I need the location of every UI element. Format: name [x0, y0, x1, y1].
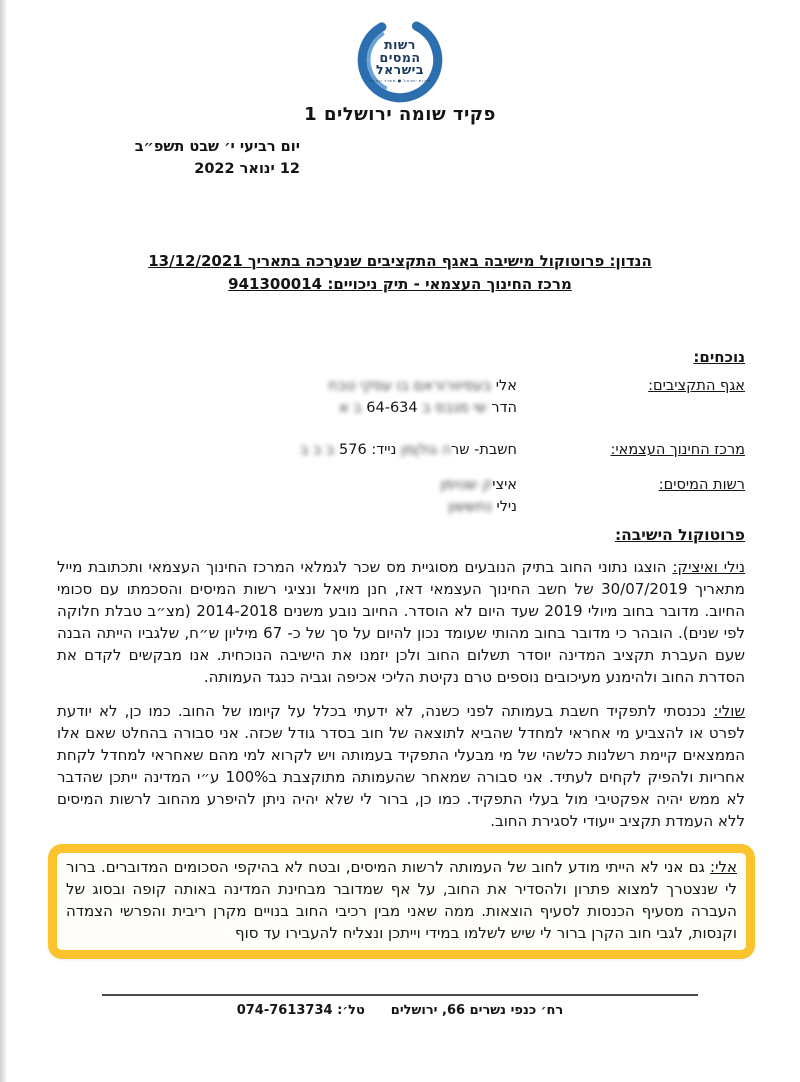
- paragraph-text: גם אני לא הייתי מודע לחוב של העמותה לרשות המיסים, ובטח לא בהיקפי הסכומים המדוברים. ברור לי שנצטרך למצוא פתרון ולהסדיר את החוב, על אף שמדובר מבחינת המדינה באותה קופה ובסוג של העברה מסעיף הכנסות לסעיף הוצאות. ממה שאני מבין רכיבי החוב בנויים מקרן ריבית והפרשי הצמדה וקנסות, לגבי חוב הקרן ברור לי שיש לשלמו במידי וייתכן ונצליח להעבירו עד סוף: [66, 858, 737, 942]
- attendee-value: אלי בעסיוורוראם בו עסקי טבח הדר שי מנבס ב 64-634 ב א: [328, 378, 517, 416]
- redacted-name: נחששון: [448, 499, 492, 515]
- yellow-highlight-box: [48, 844, 755, 959]
- attendee-row-independent-education-center: [60, 440, 745, 462]
- footer-phone: טל׳: 074-7613734: [236, 1003, 365, 1018]
- attendee-label: מרכז החינוך העצמאי:: [610, 441, 745, 458]
- subject-block: [0, 250, 800, 297]
- footer-address: רח׳ כנפי נשרים 66, ירושלים: [390, 1003, 564, 1018]
- speaker-name: אלי:: [710, 858, 737, 876]
- subject-line1: הנדון: פרוטוקול מישיבה באגף התקציבים שנערכה בתאריך 13/12/2021: [148, 252, 652, 270]
- protocol-section: [57, 524, 745, 959]
- redacted-name: שי מנבס ב: [417, 399, 487, 416]
- date-block: [58, 137, 300, 181]
- attendee-value: חשבת- שרה גולןמן נייד: 576 ב ב ב: [300, 441, 517, 458]
- footer-divider: [102, 994, 698, 996]
- redacted-name: ה גולןמן: [396, 441, 452, 458]
- speaker-name: נילי ואיציק:: [672, 558, 745, 576]
- redacted-name: ב א: [338, 399, 367, 416]
- attendees-heading: נוכחים:: [693, 348, 745, 366]
- paragraph-nili-itzik: [57, 556, 745, 688]
- attendee-row-budget-division: [60, 376, 745, 420]
- subject-line2: מרכז החינוך העצמאי - תיק ניכויים: 941300014: [228, 275, 572, 294]
- paragraph-text: נכנסתי לתפקיד חשבת בעמותה לפני כשנה, לא ידעתי בכלל על קיומו של החוב. כמו כן, לא יודעת לפרט או להצביע מי אחראי למחדל שהביא לתוצאה של חוב בסדר גודל שכזה. אני סבורה בהחלט שאם אלו הממצאים קיימת רשלנות כלשהי של מי מבעלי התפקיד בעמותה ויש לקרוא למי מהם שאחראי למחדל לקחת אחריות ולהפיק לקחים לעתיד. אני סבורה שמאחר שהעמותה מתוקצבת ב100% ע״י המדינה ייתכן שהדבר לא ממש יהיה אפקטיבי מול בעלי התפקיד. כמו כן, ברור לי שלא יהיה ניתן להיפרע מהחוב לרשות המיסים ללא העמדת תקציב ייעודי לסגירת החוב.: [57, 702, 745, 830]
- hebrew-date: יום רביעי י׳ שבט תשפ״ב: [134, 139, 300, 155]
- logo-text-line2: המסים: [379, 49, 421, 65]
- logo-text-line3: בישראל: [376, 62, 424, 78]
- redacted-name: ק שנוימן: [440, 477, 493, 494]
- redacted-name: ב ב ב: [300, 441, 340, 458]
- gregorian-date: 12 ינואר 2022: [194, 160, 300, 177]
- speaker-name: שולי:: [713, 702, 745, 720]
- tax-authority-logo: [354, 14, 446, 106]
- attendee-label: רשות המיסים:: [658, 477, 745, 494]
- paragraph-text: הוצגו נתוני החוב בתיק הנובעים מסוגיית מס שכר לגמלאי המרכז החינוך העצמאי ותכתובת מייל מתאריך 30/07/2019 של חשב החינוך העצמאי דאז, חנן מויאל ונציגי רשות המיסים והסכמתו עם סכומי החיוב. מדובר בחוב מיולי 2019 שעד היום לא הוסדר. החיוב נובע משנים 2014-2018 (מצ״ב טבלת חלוקה לפי שנים). הובהר כי מדובר בחוב מהותי שעומד נכון להיום על סך של כ- 67 מיליון ש״ח, שלגביו הייתה הבנה שעם העברת תקציב המדינה יוסדר תשלום החוב ולכן יזמנו את הישיבה הנוכחית. אנו מבקשים לקדם את הסדרת החוב ולהימנע מעיכובים נוספים טרם נקיטת הליכי אכיפה וגביה כנגד העמותה.: [57, 558, 745, 686]
- attendee-value: איציק שנוימן נילי נחששון: [440, 477, 517, 515]
- attendees-section: [60, 348, 745, 533]
- attendee-row-tax-authority: [60, 475, 745, 519]
- attendee-label: אגף התקציבים:: [648, 378, 745, 394]
- logo-tiny-text: מדינת ישראל ● משרד האוצר: [368, 78, 432, 84]
- protocol-heading: פרוטוקול הישיבה:: [614, 526, 745, 544]
- page-footer: [0, 994, 800, 1018]
- paragraph-eli: [66, 856, 737, 944]
- scan-edge-shadow: [0, 0, 7, 1082]
- paragraph-shuli: [57, 700, 745, 832]
- logo-text-line1: רשות: [384, 36, 416, 52]
- page-title: פקיד שומה ירושלים 1: [304, 104, 496, 125]
- redacted-name: בעסיוורוראם בו עסקי טבח: [328, 378, 492, 394]
